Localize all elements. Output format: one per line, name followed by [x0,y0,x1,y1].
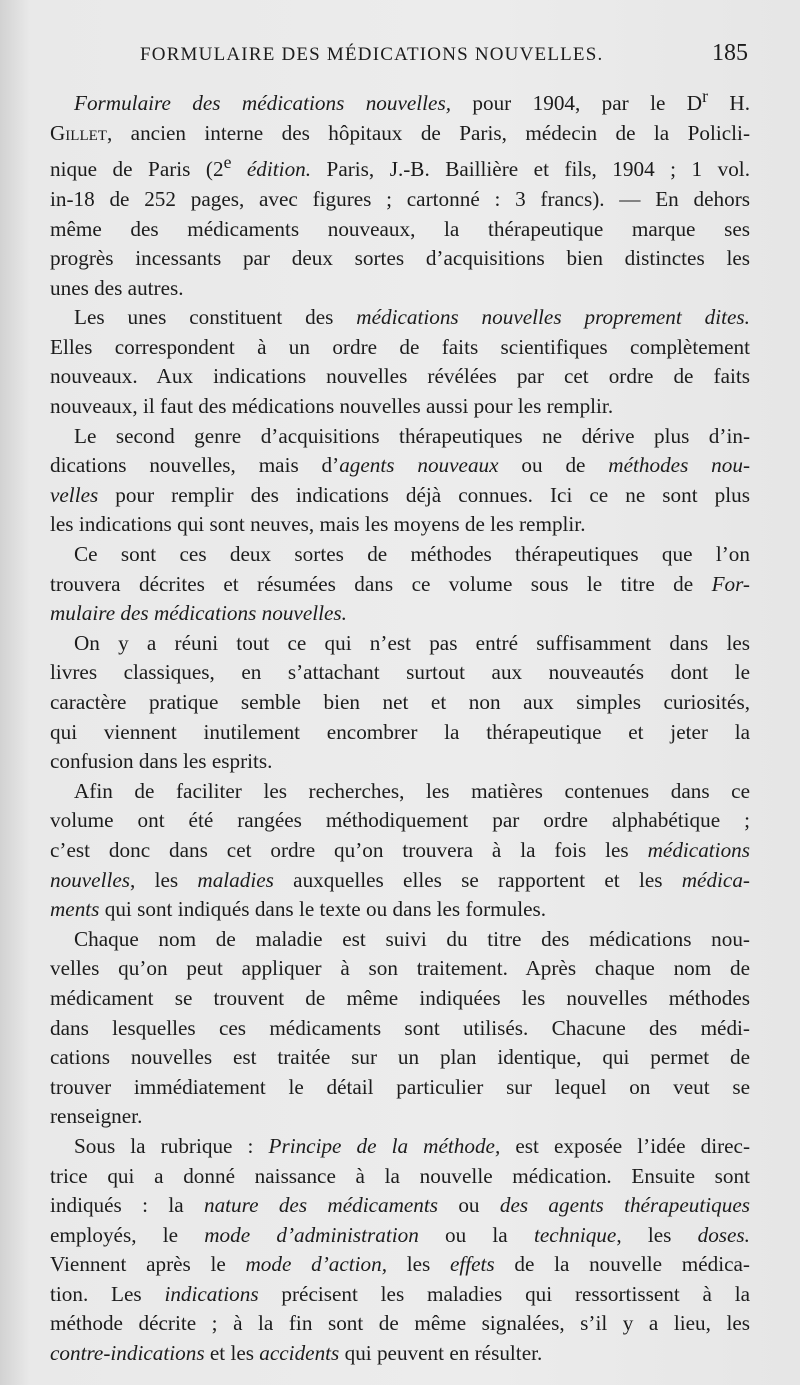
page-number: 185 [712,40,748,66]
text-line: in-18 de 252 pages, avec figures ; cartonné : 3 francs). — En dehors [50,186,750,211]
text-line: nique de Paris (2e édition. Paris, J.-B. Baillière et fils, 1904 ; 1 vol. [50,152,750,182]
text-line: On y a réuni tout ce qui n’est pas entré suffisamment dans les [74,630,750,655]
text-line: cations nouvelles est traitée sur un plan identique, qui permet de [50,1045,750,1070]
text-line: les indications qui sont neuves, mais les moyens de les remplir. [50,512,586,537]
text-line: renseigner. [50,1104,143,1129]
text-line: nouveaux, il faut des médications nouvelles aussi pour les remplir. [50,394,614,419]
text-line: caractère pratique semble bien net et non aux simples curiosités, [50,690,750,714]
text-line: trice qui a donné naissance à la nouvelle médication. Ensuite sont [50,1163,750,1188]
text-line: volume ont été rangées méthodiquement par ordre alphabétique ; [50,808,750,833]
text-line: méthode décrite ; à la fin sont de même signalées, s’il y a lieu, les [50,1311,750,1336]
text-line: contre-indications et les accidents qui peuvent en résulter. [50,1341,543,1366]
text-line: médicament se trouvent de même indiquées les nouvelles méthodes [50,985,750,1010]
running-title: FORMULAIRE DES MÉDICATIONS NOUVELLES. [140,44,604,65]
running-header [140,38,760,74]
text-line: velles qu’on peut appliquer à son traitement. Après chaque nom de [50,956,750,981]
text-line: ments qui sont indiqués dans le texte ou dans les formules. [50,897,547,922]
text-line: mulaire des médications nouvelles. [50,601,347,626]
text-line: trouver immédiatement le détail particulier sur lequel on veut se [50,1074,750,1099]
text-line: dans lesquelles ces médicaments sont utilisés. Chacune des médi- [50,1015,750,1040]
text-line: progrès incessants par deux sortes d’acquisitions bien distinctes les [50,246,750,271]
text-line: trouvera décrites et résumées dans ce volume sous le titre de For- [50,571,750,596]
text-line: Les unes constituent des médications nouvelles proprement dites. [74,305,750,330]
text-line: Le second genre d’acquisitions thérapeutiques ne dérive plus d’in- [74,423,750,448]
text-line: Formulaire des médications nouvelles, pour 1904, par le $D^r$ H. [74,86,750,116]
text-line: employés, le mode d’administration ou la technique, les doses. [50,1222,750,1247]
text-line: Gillet, ancien interne des hôpitaux de Paris, médecin de la Policli- [50,120,750,145]
text-line: c’est donc dans cet ordre qu’on trouvera à la fois les médications [50,837,750,862]
text-line: Viennent après le mode d’action, les effets de la nouvelle médica- [50,1252,750,1277]
review-text [50,82,750,1369]
text-line: Afin de faciliter les recherches, les matières contenues dans ce [74,778,750,803]
text-line: qui viennent inutilement encombrer la thérapeutique et jeter la [50,719,750,744]
text-line: confusion dans les esprits. [50,749,273,774]
text-line: même des médicaments nouveaux, la thérapeutique marque ses [50,216,750,241]
text-line: dications nouvelles, mais d’agents nouveaux ou de méthodes nou- [50,453,751,478]
text-line: nouveaux. Aux indications nouvelles révélées par cet ordre de faits [50,364,750,389]
text-line: tion. Les indications précisent les maladies qui ressortissent à la [50,1281,750,1306]
text-line: Chaque nom de maladie est suivi du titre des médications nou- [74,926,750,951]
text-line: nouvelles, les maladies auxquelles elles se rapportent et les médica- [50,867,750,892]
text-line: Sous la rubrique : Principe de la méthode, est exposée l’idée direc- [74,1133,750,1158]
text-line: Ce sont ces deux sortes de méthodes thérapeutiques que l’on [74,542,750,567]
text-line: indiqués : la nature des médicaments ou des agents thérapeutiques [50,1193,750,1218]
text-line: livres classiques, en s’attachant surtout aux nouveautés dont le [50,660,750,685]
text-line: unes des autres. [50,275,184,300]
text-line: velles pour remplir des indications déjà connues. Ici ce ne sont plus [50,482,750,507]
text-line: Elles correspondent à un ordre de faits scientifiques complètement [50,334,750,359]
